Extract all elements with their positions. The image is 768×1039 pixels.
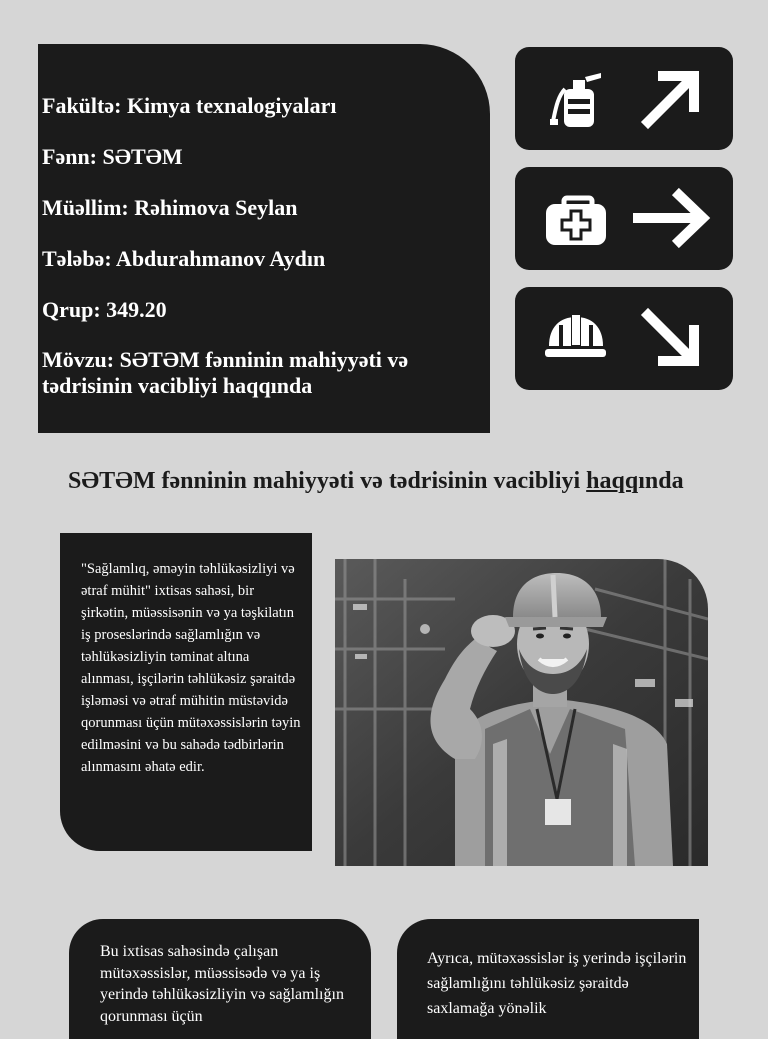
arrow-right-icon xyxy=(638,195,703,241)
arrow-up-right-icon xyxy=(648,76,694,122)
heading-tail: ında xyxy=(638,468,684,494)
subject-text: Fənn: SƏTƏM xyxy=(42,144,183,169)
section-heading xyxy=(68,468,688,494)
info-card xyxy=(38,44,490,433)
sign-first-aid xyxy=(515,167,733,270)
bottom-right-text: Ayrıca, mütəxəssislər iş yerində işçilərin sağlamlığını təhlükəsiz şəraitdə saxlamağa yönəlik xyxy=(427,950,687,1017)
quote-card xyxy=(60,533,312,851)
topic-text: Mövzu: SƏTƏM fənninin mahiyyəti və tədrisinin vacibliyi haqqında xyxy=(42,347,409,398)
heading-underlined: haqq xyxy=(586,468,639,494)
arrow-down-right-icon xyxy=(648,315,694,361)
bottom-right-card xyxy=(397,919,699,1039)
bottom-left-text: Bu ixtisas sahəsində çalışan mütəxəssislər, müəssisədə və ya iş yerində təhlükəsizliyin və sağlamlığın qorunması üçün xyxy=(100,943,344,1025)
quote-text: "Sağlamlıq, əməyin təhlükəsizliyi və ətraf mühit" ixtisas sahəsi, bir şirkətin, müəssisənin və ya təşkilatın iş proseslərində sağlamlığın və təhlükəsizliyin təminat altına alınması, işçilərin təhlükəsiz şəraitdə işləməsi və ətraf mühitin müstəvidə qorunması üçün mütəxəssislərin təyin edilməsini və bu sahədə tədbirlərin alınmasını əhatə edir. xyxy=(81,561,301,775)
fire-extinguisher-icon xyxy=(550,73,601,127)
worker-photo xyxy=(335,559,708,866)
bottom-left-card xyxy=(69,919,371,1039)
faculty-text: Fakültə: Kimya texnalogiyaları xyxy=(42,93,337,118)
student-text: Tələbə: Abdurahmanov Aydın xyxy=(42,246,326,271)
sign-fire-extinguisher xyxy=(515,47,733,150)
first-aid-kit-icon xyxy=(546,198,606,245)
teacher-text: Müəllim: Rəhimova Seylan xyxy=(42,195,298,220)
hard-hat-icon xyxy=(545,313,606,357)
heading-main: SƏTƏM fənninin mahiyyəti və tədrisinin vacibliyi xyxy=(68,468,587,494)
group-text: Qrup: 349.20 xyxy=(42,297,167,322)
sign-hard-hat xyxy=(515,287,733,390)
